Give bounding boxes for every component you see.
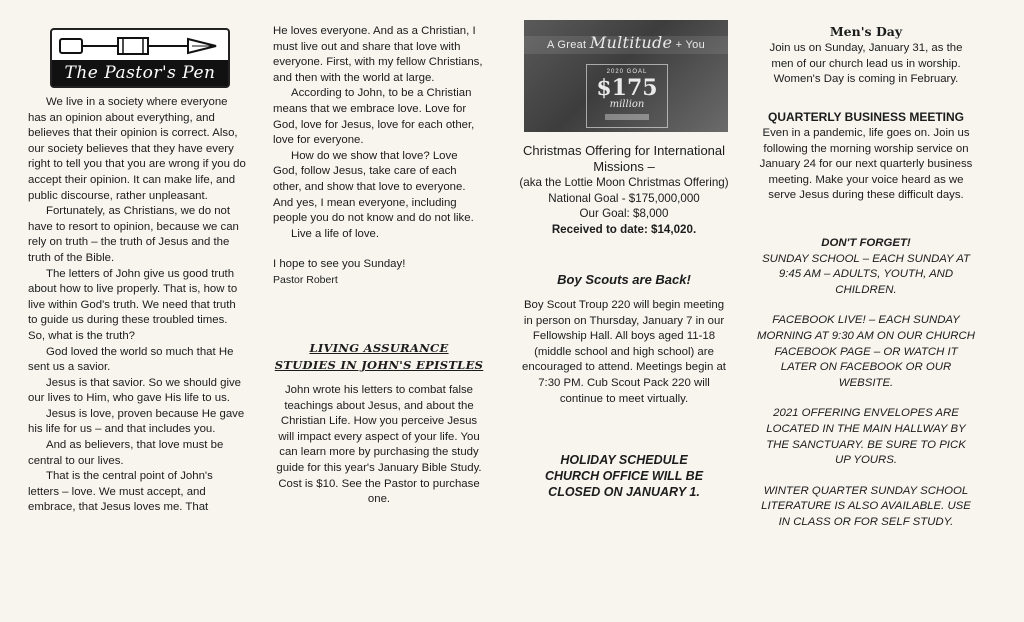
mens-day-heading: Men's Day [829,24,903,39]
notice-offering-envelopes: 2021 OFFERING ENVELOPES ARE LOCATED IN THE MAIN HALLWAY BY THE SANCTUARY. BE SURE TO PICK UP YOURS. [766,407,966,467]
fountain-pen-icon [58,33,220,59]
boy-scouts-body: Boy Scout Troup 220 will begin meeting in person on Thursday, January 7 in our Fellowship Hall. All boys aged 11-18 (middle school and high school) are encouraged to attend. Meetings begin at 7:30 PM. Cub Scout Pack 220 will continue to meet virtually. [522,299,726,405]
business-meeting-body: Even in a pandemic, life goes on. Join us following the morning worship service on January 24 for our next quarterly business meeting. Make your voice heard as we serve Jesus during these difficult days. [759,127,973,202]
study-heading: LIVING ASSURANCE STUDIES IN JOHN'S EPISTLES [274,341,484,372]
banner-goal-box [586,64,668,128]
offering-received: Received to date: $14,020. [551,222,697,236]
pastors-pen-article-part2 [273,24,485,289]
article-paragraph: That is the central point of John's letters – love. We must accept, and embrace, that Jesus loves me. That [28,470,213,514]
pastors-pen-title: The Pastor's Pen [52,60,228,86]
article-signature: Pastor Robert [273,273,338,286]
banner-unit: million [609,99,645,110]
notice-sunday-school: SUNDAY SCHOOL – EACH SUNDAY AT 9:45 AM – ADULTS, YOUTH, AND CHILDREN. [762,252,970,296]
article-paragraph: He loves everyone. And as a Christian, I must live out and share that love with everyone. First, with my fellow Christians, and then with the world at large. [273,25,483,84]
banner-goal-label: 2020 GOAL [606,69,648,75]
article-paragraph: We live in a society where everyone has an opinion about everything, and believes that their opinion is correct. Also, our society believes that they have every right to tell you that you are wrong if you do accept their opinion. It can make life, and public discourse, rather unpleasant. [28,96,246,202]
article-paragraph: According to John, to be a Christian means that we embrace love. Love for God, love for Jesus, love for each other, love for everyone. [273,87,475,147]
article-paragraph: God loved the world so much that He sent us a savior. [28,345,234,374]
study-body: John wrote his letters to combat false teachings about Jesus, and about the Christian Life. How you perceive Jesus will impact every aspect of your life. You can learn more by purchasing the study guide for this year's January Bible Study. Cost is $10. See the Pastor to purchase one. [276,384,482,506]
article-paragraph: The letters of John give us good truth about how to live properly. That is, how to live within God's truth. We need that truth to guide us during these troubled times. So, what is the truth? [28,267,238,342]
article-paragraph: Jesus is love, proven because He gave his life for us – and that includes you. [28,407,245,436]
notice-facebook-live: FACEBOOK LIVE! – EACH SUNDAY MORNING AT 9:30 AM ON OUR CHURCH FACEBOOK PAGE – OR WATCH IT LATER ON FACEBOOK OR OUR WEBSITE. [757,314,975,389]
notice-sunday-school-literature: WINTER QUARTER SUNDAY SCHOOL LITERATURE IS ALSO AVAILABLE. USE IN CLASS OR FOR SELF STUDY. [761,484,971,528]
banner-headline: A Great Multitude + You [547,33,705,52]
pastors-pen-logo [50,28,230,88]
mens-day-body: Join us on Sunday, January 31, as the men of our church lead us in worship. Women's Day is coming in February. [769,42,963,86]
christmas-offering [518,143,730,237]
article-paragraph: Jesus is that savior. So we should give our lives to Him, who gave His life to us. [28,376,242,405]
banner-button-graphic [605,114,649,120]
offering-banner-image [524,20,728,132]
boy-scouts-heading: Boy Scouts are Back! [557,272,691,287]
article-paragraph: How do we show that love? Love God, follow Jesus, take care of each other, and show that love to everyone. And yes, I mean everyone, including people you do not know and do not like. [273,149,474,225]
offering-national-goal: National Goal - $175,000,000 [548,191,700,205]
banner-amount: $175 [596,75,658,101]
offering-subtitle: (aka the Lottie Moon Christmas Offering) [519,176,729,189]
business-meeting-heading: QUARTERLY BUSINESS MEETING [767,110,965,124]
dont-forget-notices [757,236,975,531]
article-paragraph: And as believers, that love must be central to our lives. [28,439,224,467]
article-paragraph: Live a life of love. [291,227,380,240]
article-paragraph: Fortunately, as Christians, we do not have to resort to opinion, because we can rely on truth – the truth of Jesus and the truth of the Bible. [28,205,239,264]
pastors-pen-article-part1 [28,95,246,516]
article-closing: I hope to see you Sunday! [273,258,406,271]
notices-heading: DON'T FORGET! [821,237,911,249]
offering-title: Christmas Offering for International Missions – [522,143,726,174]
holiday-notice: HOLIDAY SCHEDULE CHURCH OFFICE WILL BE CLOSED ON JANUARY 1. [544,453,704,499]
offering-our-goal: Our Goal: $8,000 [579,207,669,221]
